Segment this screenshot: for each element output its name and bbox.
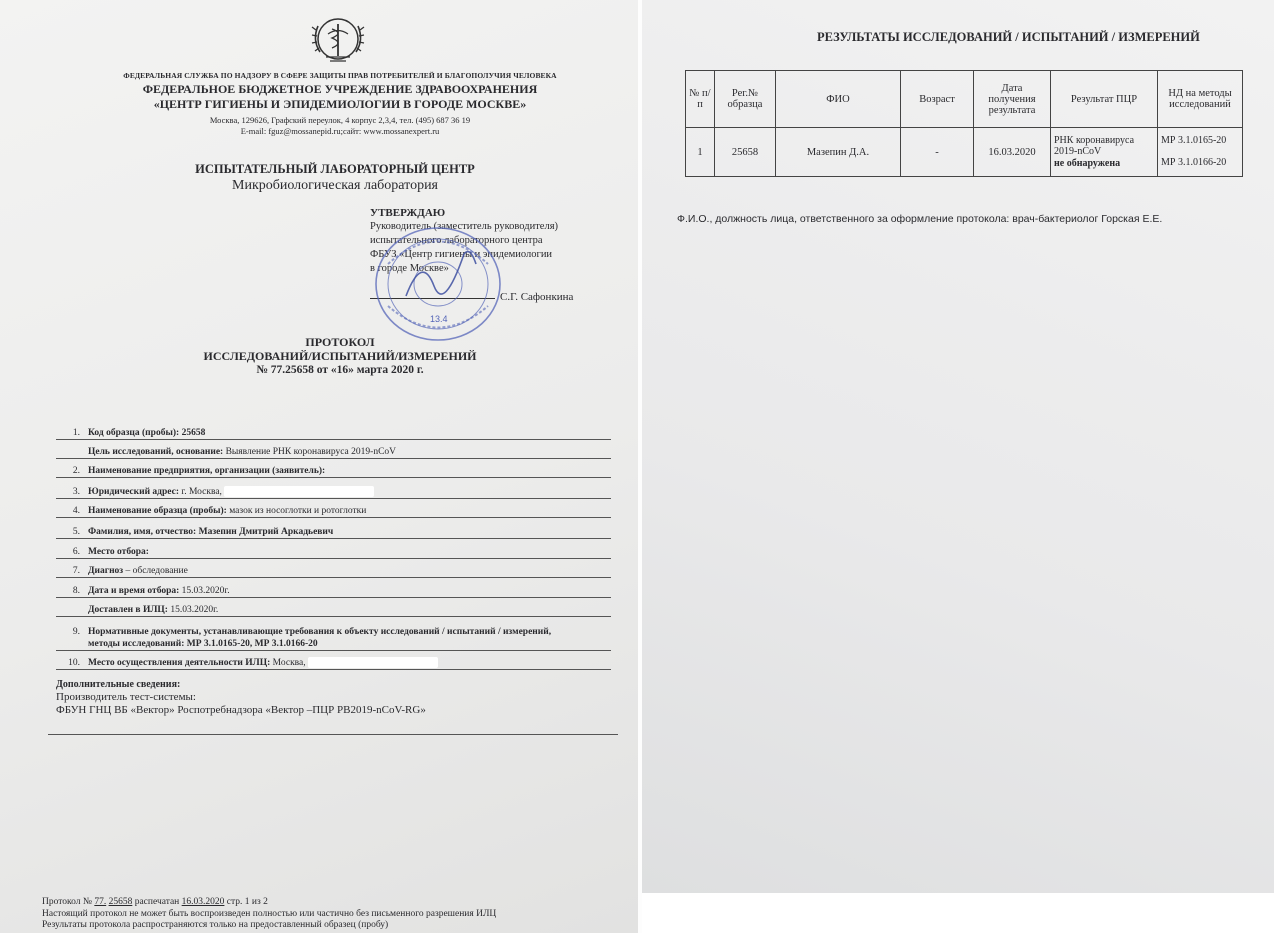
- field-applicant: [56, 465, 611, 478]
- field-number: 2.: [72, 466, 80, 476]
- field-label: Место осуществления деятельности ИЛЦ:: [88, 658, 271, 668]
- field-label: методы исследований: МР 3.1.0165-20, МР 3.1.0166-20: [88, 639, 318, 649]
- field-label: Место отбора:: [88, 547, 149, 557]
- field-label: Цель исследований, основание:: [88, 447, 224, 457]
- table-header-row: [686, 71, 1243, 128]
- institution-name-line1: ФЕДЕРАЛЬНОЕ БЮДЖЕТНОЕ УЧРЕЖДЕНИЕ ЗДРАВООХРАНЕНИЯ: [142, 82, 538, 96]
- field-sampling-place: [56, 546, 611, 559]
- lab-subtitle: Микробиологическая лаборатория: [232, 178, 438, 193]
- footer-note: Настоящий протокол не может быть воспроизведен полностью или частично без письменного разрешения ИЛЦ: [42, 909, 497, 919]
- approval-heading: УТВЕРЖДАЮ: [370, 207, 446, 219]
- redacted-area: [308, 657, 438, 668]
- lab-center-title: ИСПЫТАТЕЛЬНЫЙ ЛАБОРАТОРНЫЙ ЦЕНТР: [195, 162, 475, 176]
- results-title: РЕЗУЛЬТАТЫ ИССЛЕДОВАНИЙ / ИСПЫТАНИЙ / ИЗМЕРЕНИЙ: [817, 30, 1200, 44]
- approval-line: ФБУЗ «Центр гигиены и эпидемиологии: [370, 249, 553, 260]
- institution-name-line2: «ЦЕНТР ГИГИЕНЫ И ЭПИДЕМИОЛОГИИ В ГОРОДЕ МОСКВЕ»: [153, 97, 527, 111]
- column-header: Результат ПЦР: [1051, 71, 1158, 128]
- footer-protocol-info: [42, 897, 602, 908]
- footer-page: стр. 1 из 2: [226, 897, 268, 907]
- result-verdict: не обнаружена: [1054, 157, 1121, 169]
- field-label: Наименование предприятия, организации (заявитель):: [88, 466, 326, 476]
- field-value: Выявление РНК коронавируса 2019-nCoV: [225, 447, 397, 457]
- medical-emblem-icon: [302, 12, 374, 72]
- column-header: № п/п: [686, 71, 715, 128]
- official-stamp-icon: [372, 224, 504, 344]
- field-legal-address: [56, 486, 611, 499]
- cell-result-date: 16.03.2020: [974, 128, 1051, 177]
- field-label: Доставлен в ИЛЦ:: [88, 605, 168, 615]
- field-label: Код образца (пробы):: [88, 428, 180, 438]
- column-header: Возраст: [901, 71, 974, 128]
- field-full-name: [56, 526, 611, 539]
- footer-protocol-num2: 25658: [108, 897, 133, 907]
- field-label: Юридический адрес:: [88, 487, 179, 497]
- approval-line: в городе Москве»: [370, 263, 449, 274]
- field-value: – обследование: [125, 566, 188, 576]
- field-value: 25658: [181, 428, 206, 438]
- field-value: г. Москва,: [181, 487, 222, 497]
- field-value: 15.03.2020г.: [181, 586, 230, 596]
- field-number: 6.: [72, 547, 80, 557]
- additional-info-line: Производитель тест-системы:: [56, 691, 196, 703]
- field-number: 7.: [72, 566, 80, 576]
- field-number: 3.: [72, 487, 80, 497]
- divider: [48, 734, 618, 735]
- cell-age: -: [901, 128, 974, 177]
- responsible-person: Ф.И.О., должность лица, ответственного за оформление протокола: врач-бактериолог Горская Е.Е.: [677, 213, 1163, 225]
- field-label: Наименование образца (пробы):: [88, 506, 227, 516]
- stamp-text: 13.4: [430, 314, 448, 324]
- field-delivered-date: [56, 604, 611, 617]
- additional-info-line: ФБУН ГНЦ ВБ «Вектор» Роспотребнадзора «Вектор –ПЦР РВ2019-nCoV-RG»: [56, 704, 426, 716]
- field-number: 4.: [72, 506, 80, 516]
- field-value: 15.03.2020г.: [170, 605, 219, 615]
- column-header: Дата получения результата: [974, 71, 1051, 128]
- protocol-page-2: [642, 0, 1274, 893]
- result-text: 2019-nCoV: [1054, 146, 1102, 158]
- column-header: ФИО: [776, 71, 901, 128]
- field-label: Диагноз: [88, 566, 124, 576]
- method-doc: МР 3.1.0166-20: [1161, 157, 1227, 168]
- protocol-subtitle: ИССЛЕДОВАНИЙ/ИСПЫТАНИЙ/ИЗМЕРЕНИЙ: [203, 349, 477, 363]
- field-label: Дата и время отбора:: [88, 586, 180, 596]
- column-header: НД на методы исследований: [1158, 71, 1243, 128]
- cell-reg-number: 25658: [715, 128, 776, 177]
- approval-line: Руководитель (заместитель руководителя): [370, 221, 559, 232]
- field-value: Москва,: [272, 658, 306, 668]
- protocol-title: ПРОТОКОЛ: [305, 335, 375, 349]
- field-value: мазок из носоглотки и ротоглотки: [229, 506, 367, 516]
- field-diagnosis: [56, 565, 611, 578]
- additional-info-heading: Дополнительные сведения:: [56, 679, 181, 690]
- field-number: 1.: [72, 428, 80, 438]
- protocol-number: № 77.25658 от «16» марта 2020 г.: [256, 364, 424, 376]
- institution-contacts: E-mail: fguz@mossanepid.ru;сайт: www.mossanexpert.ru: [240, 126, 440, 136]
- footer-note: Результаты протокола распространяются только на предоставленный образец (пробу): [42, 920, 389, 930]
- field-activity-place: [56, 657, 611, 670]
- field-normative-docs: [56, 626, 611, 651]
- cell-pcr-result: [1051, 128, 1158, 177]
- field-sampling-date: [56, 585, 611, 598]
- result-text: РНК коронавируса: [1054, 134, 1135, 146]
- cell-number: 1: [686, 128, 715, 177]
- field-purpose: [56, 446, 611, 459]
- table-row: [686, 128, 1243, 177]
- institution-address: Москва, 129626, Графский переулок, 4 корпус 2,3,4, тел. (495) 687 36 19: [209, 115, 471, 125]
- additional-info: [56, 678, 616, 717]
- field-label: Фамилия, имя, отчество: Мазепин Дмитрий Аркадьевич: [88, 527, 334, 537]
- approval-line: испытательного лабораторного центра: [370, 235, 543, 246]
- column-header: Рег.№ образца: [715, 71, 776, 128]
- field-label: Нормативные документы, устанавливающие требования к объекту исследований / испытаний / измерений,: [88, 627, 552, 637]
- method-doc: МР 3.1.0165-20: [1161, 135, 1227, 146]
- cell-full-name: Мазепин Д.А.: [776, 128, 901, 177]
- field-sample-code: [56, 427, 611, 440]
- footer-date: 16.03.2020: [181, 897, 225, 907]
- results-table: [685, 70, 1243, 177]
- agency-name: ФЕДЕРАЛЬНАЯ СЛУЖБА ПО НАДЗОРУ В СФЕРЕ ЗАЩИТЫ ПРАВ ПОТРЕБИТЕЛЕЙ И БЛАГОПОЛУЧИЯ ЧЕЛОВЕКА: [123, 71, 557, 80]
- footer-protocol-num: 77.: [94, 897, 107, 907]
- field-number: 10.: [68, 658, 80, 668]
- field-number: 9.: [72, 627, 80, 637]
- field-number: 5.: [72, 527, 80, 537]
- cell-methods: [1158, 128, 1243, 177]
- footer-label: Протокол №: [42, 897, 92, 907]
- signer-name: С.Г. Сафонкина: [500, 291, 574, 303]
- field-sample-name: [56, 505, 611, 518]
- redacted-area: [224, 486, 374, 497]
- field-number: 8.: [72, 586, 80, 596]
- footer-label: распечатан: [134, 897, 180, 907]
